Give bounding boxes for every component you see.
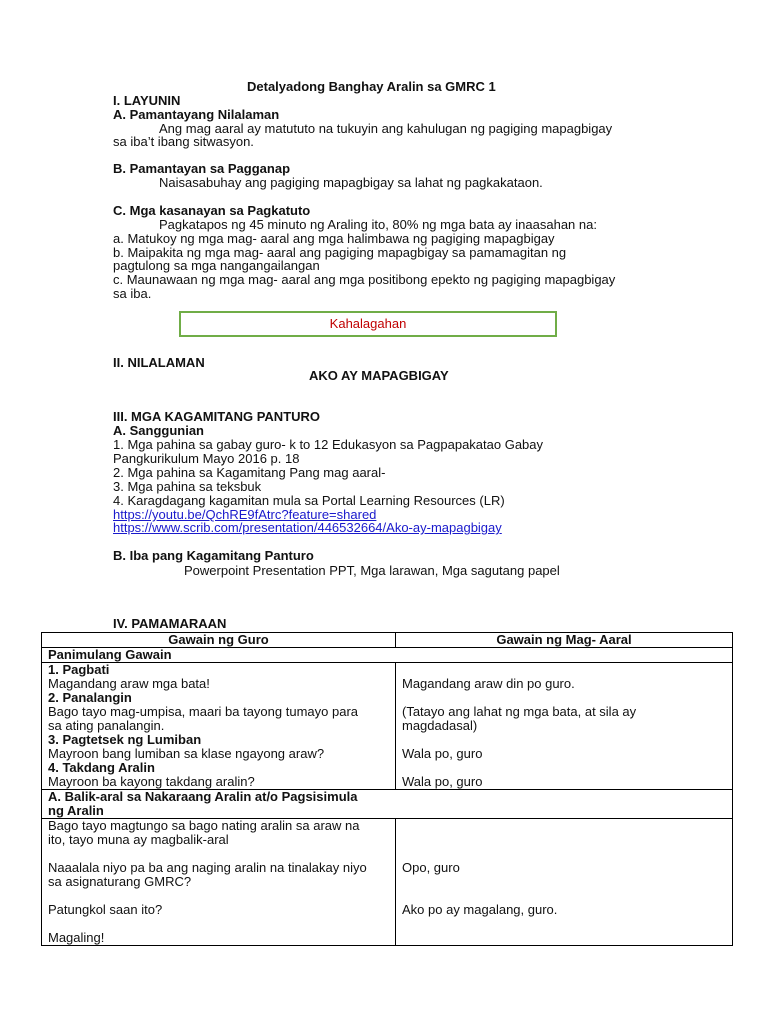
panalangin-text-cont: sa ating panalangin. (48, 718, 165, 733)
review-intro: Bago tayo magtungo sa bago nating aralin sa araw na (48, 818, 360, 833)
pamantayang-nilalaman-text-cont: sa iba’t ibang sitwasyon. (113, 134, 254, 149)
objective-c-cont: sa iba. (113, 286, 152, 301)
pagbati-heading: 1. Pagbati (48, 662, 110, 677)
pagbati-text: Magandang araw mga bata! (48, 676, 210, 691)
table-header-row (42, 633, 733, 648)
review-question-1-cont: sa asignaturang GMRC? (48, 874, 192, 889)
youtube-link[interactable]: https://youtu.be/QchRE9fAtrc?feature=shared (113, 507, 377, 522)
student-cell-intro (396, 663, 733, 790)
student-review-answer-2: Ako po ay magalang, guro. (402, 902, 558, 917)
section-nilalaman-heading: II. NILALAMAN (113, 355, 205, 370)
reference-1-cont: Pangkurikulum Mayo 2016 p. 18 (113, 451, 300, 466)
section-kagamitan-heading: III. MGA KAGAMITANG PANTURO (113, 409, 321, 424)
student-panalangin: (Tatayo ang lahat ng mga bata, at sila ay (402, 704, 637, 719)
lesson-topic: AKO AY MAPAGBIGAY (309, 368, 449, 383)
objective-c: c. Maunawaan ng mga mag- aaral ang mga positibong epekto ng pagiging mapagbigay (113, 272, 616, 287)
review-praise: Magaling! (48, 930, 105, 945)
kahalagahan-box: Kahalagahan (179, 311, 557, 337)
objective-a: a. Matukoy ng mga mag- aaral ang mga halimbawa ng pagiging mapagbigay (113, 231, 555, 246)
table-row (42, 648, 733, 663)
col-header-student: Gawain ng Mag- Aaral (396, 633, 733, 648)
pamantayang-nilalaman-heading: A. Pamantayang Nilalaman (113, 107, 280, 122)
student-review-answer-1: Opo, guro (402, 860, 460, 875)
student-panalangin-cont: magdadasal) (402, 718, 478, 733)
panimulang-gawain-label: Panimulang Gawain (42, 648, 733, 663)
pamantayan-pagganap-text: Naisasabuhay ang pagiging mapagbigay sa lahat ng pagkakataon. (159, 175, 543, 190)
reference-4: 4. Karagdagang kagamitan mula sa Portal Learning Resources (LR) (113, 493, 505, 508)
balik-aral-heading: A. Balik-aral sa Nakaraang Aralin at/o Pagsisimula (48, 789, 358, 804)
table-row (42, 790, 733, 819)
pagtetsek-text: Mayroon bang lumiban sa klase ngayong araw? (48, 746, 325, 761)
takdang-aralin-text: Mayroon ba kayong takdang aralin? (48, 774, 255, 789)
student-pagtetsek: Wala po, guro (402, 746, 483, 761)
kasanayan-intro: Pagkatapos ng 45 minuto ng Araling ito, 80% ng mga bata ay inaasahan na: (159, 217, 597, 232)
panalangin-label: Panalangin (62, 690, 132, 705)
page-title: Detalyadong Banghay Aralin sa GMRC 1 (247, 79, 496, 94)
panalangin-number: 2. (48, 690, 63, 705)
iba-pang-kagamitan-heading: B. Iba pang Kagamitang Panturo (113, 548, 314, 563)
scribd-link[interactable]: https://www.scrib.com/presentation/446532664/Ako-ay-mapagbigay (113, 520, 502, 535)
table-row (42, 663, 733, 790)
student-pagbati: Magandang araw din po guro. (402, 676, 575, 691)
reference-2: 2. Mga pahina sa Kagamitang Pang mag aaral- (113, 465, 386, 480)
student-cell-review (396, 819, 733, 946)
reference-3: 3. Mga pahina sa teksbuk (113, 479, 262, 494)
pamantayang-nilalaman-text: Ang mag aaral ay matututo na tukuyin ang kahulugan ng pagiging mapagbigay (159, 121, 613, 136)
panalangin-heading (48, 691, 395, 705)
objective-b: b. Maipakita ng mga mag- aaral ang pagiging mapagbigay sa pamamagitan ng (113, 245, 567, 260)
student-takdang-aralin: Wala po, guro (402, 774, 483, 789)
objective-b-cont: pagtulong sa mga nangangailangan (113, 258, 320, 273)
panalangin-text: Bago tayo mag-umpisa, maari ba tayong tumayo para (48, 704, 359, 719)
procedure-table (41, 632, 733, 946)
review-question-2: Patungkol saan ito? (48, 902, 163, 917)
pagtetsek-heading: 3. Pagtetsek ng Lumiban (48, 732, 202, 747)
iba-pang-kagamitan-text: Powerpoint Presentation PPT, Mga larawan, Mga sagutang papel (184, 563, 560, 578)
reference-1: 1. Mga pahina sa gabay guro- k to 12 Edukasyon sa Pagpapakatao Gabay (113, 437, 544, 452)
teacher-cell-review (42, 819, 396, 946)
review-question-1: Naaalala niyo pa ba ang naging aralin na tinalakay niyo (48, 860, 367, 875)
table-row (42, 819, 733, 946)
section-layunin-heading: I. LAYUNIN (113, 93, 181, 108)
takdang-aralin-heading: 4. Takdang Aralin (48, 760, 155, 775)
col-header-teacher: Gawain ng Guro (42, 633, 396, 648)
teacher-cell-intro (42, 663, 396, 790)
section-pamamaraan-heading: IV. PAMAMARAAN (113, 616, 227, 631)
review-intro-cont: ito, tayo muna ay magbalik-aral (48, 832, 229, 847)
balik-aral-heading-cell (42, 790, 733, 819)
sanggunian-heading: A. Sanggunian (113, 423, 204, 438)
pamantayan-pagganap-heading: B. Pamantayan sa Pagganap (113, 161, 291, 176)
balik-aral-heading-cont: ng Aralin (48, 803, 104, 818)
kasanayan-heading: C. Mga kasanayan sa Pagkatuto (113, 203, 311, 218)
